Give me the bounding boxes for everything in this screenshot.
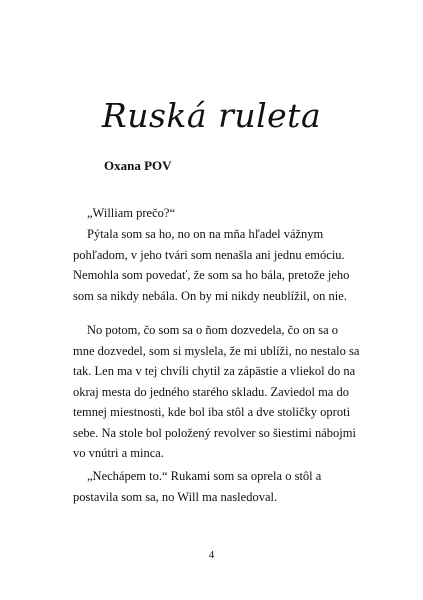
text-line: Nemohla som povedať, že som sa ho bála, pretože jeho [73,268,350,282]
paragraph [73,224,363,306]
text-line: No potom, čo som sa o ňom dozvedela, čo on sa o [87,323,338,337]
text-line: som sa nikdy nebála. On by mi nikdy neublížil, on nie. [73,288,347,303]
text-line: Pýtala som sa ho, no on na mňa hľadel vážnym [87,227,324,241]
text-line: „William prečo?“ [87,206,175,220]
text-line: pohľadom, v jeho tvári som nenašla ani jednu emóciu. [73,247,345,262]
text-line: tak. Len ma v tej chvíli chytil za zápästie a vliekol do na [73,364,356,378]
text-line: okraj mesta do jedného starého skladu. Zaviedol ma do [73,384,349,399]
paragraph [73,320,363,464]
text-line: mne dozvedel, som si myslela, že mi ublíži, no nestalo sa [73,343,360,358]
text-line: vo vnútri a minca. [73,446,164,460]
chapter-title: Ruská ruleta [101,96,322,135]
text-line: sebe. Na stole bol položený revolver so šiestimi nábojmi [73,425,356,440]
page-number: 4 [208,549,215,561]
pov-heading: Oxana POV [104,158,172,173]
paragraph [73,203,363,224]
text-line: „Nechápem to.“ Rukami som sa oprela o stôl a [87,469,322,483]
paragraph [73,466,363,507]
text-line: postavila som sa, no Will ma nasledoval. [73,489,278,504]
text-line: temnej miestnosti, kde bol iba stôl a dve stoličky oproti [73,405,351,419]
